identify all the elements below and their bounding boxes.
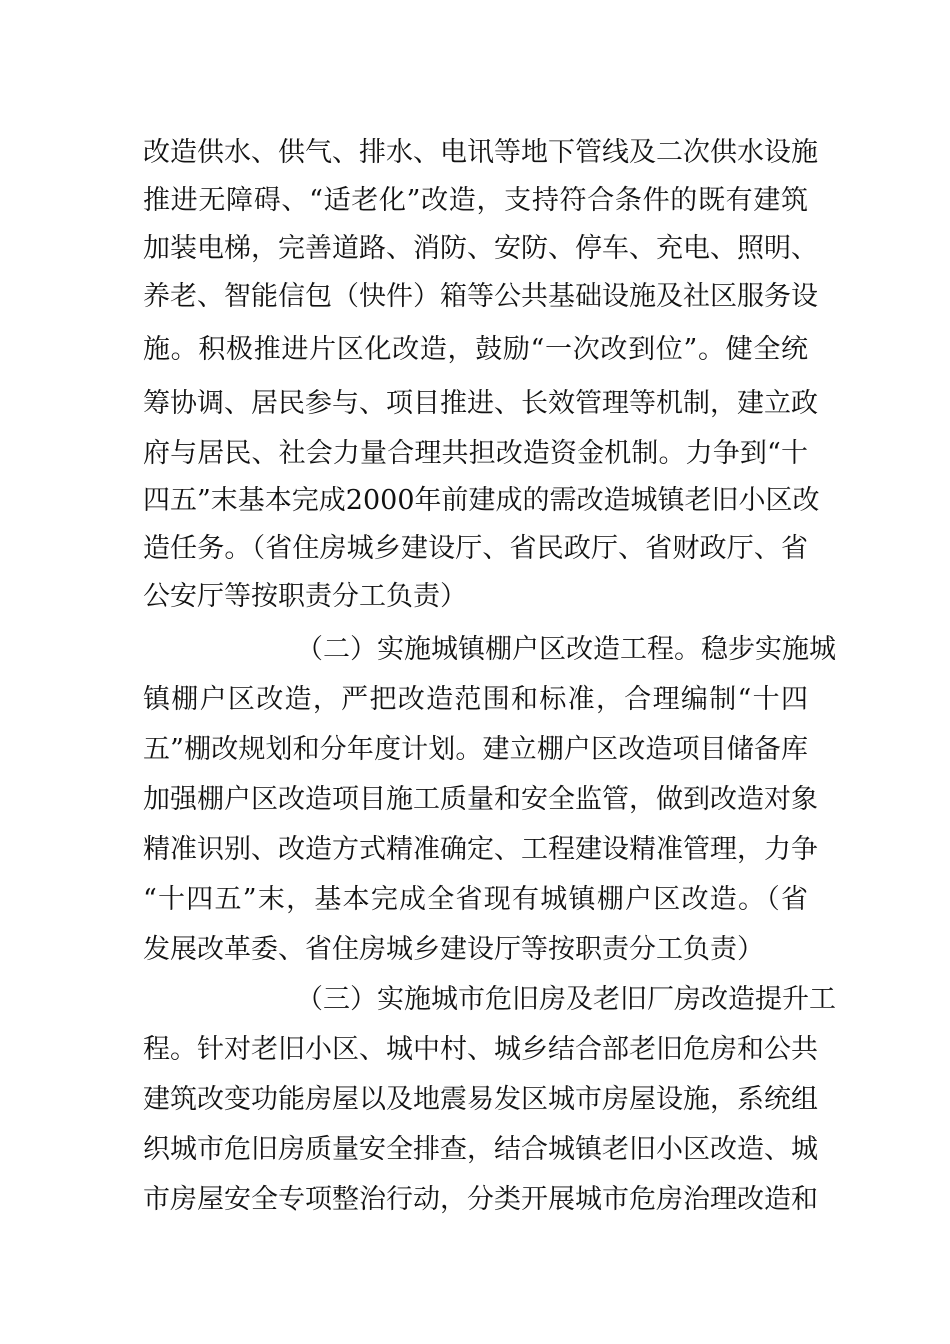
text-line: 建筑改变功能房屋以及地震易发区城市房屋设施，系统组 — [143, 1084, 818, 1115]
text-line: 推进无障碍、“适老化”改造，支持符合条件的既有建筑 — [143, 185, 808, 216]
text-line: 加装电梯，完善道路、消防、安防、停车、充电、照明、 — [143, 233, 818, 264]
text-line: 发展改革委、省住房城乡建设厅等按职责分工负责） — [143, 934, 764, 965]
section-heading-line: （二）实施城镇棚户区改造工程。稳步实施城 — [296, 634, 836, 665]
text-line: “十四五”末，基本完成全省现有城镇棚户区改造。（省 — [143, 884, 808, 915]
text-line: 施。积极推进片区化改造，鼓励“一次改到位”。健全统 — [143, 334, 808, 365]
text-line: 五”棚改规划和分年度计划。建立棚户区改造项目储备库 — [143, 734, 808, 765]
text-line: 四五”末基本完成2000年前建成的需改造城镇老旧小区改 — [143, 485, 820, 516]
text-line: 筹协调、居民参与、项目推进、长效管理等机制，建立政 — [143, 388, 818, 419]
text-line: 加强棚户区改造项目施工质量和安全监管，做到改造对象 — [143, 784, 818, 815]
text-line: 织城市危旧房质量安全排查，结合城镇老旧小区改造、城 — [143, 1134, 818, 1165]
text-line: 府与居民、社会力量合理共担改造资金机制。力争到“十 — [143, 438, 808, 469]
text-line: 市房屋安全专项整治行动，分类开展城市危房治理改造和 — [143, 1184, 818, 1215]
text-line: 精准识别、改造方式精准确定、工程建设精准管理，力争 — [143, 834, 818, 865]
section-heading-line: （三）实施城市危旧房及老旧厂房改造提升工 — [296, 984, 836, 1015]
text-line: 公安厅等按职责分工负责） — [143, 581, 467, 612]
text-line: 造任务。（省住房城乡建设厅、省民政厅、省财政厅、省 — [143, 533, 808, 564]
text-line: 程。针对老旧小区、城中村、城乡结合部老旧危房和公共 — [143, 1034, 818, 1065]
text-line: 镇棚户区改造，严把改造范围和标准，合理编制“十四 — [143, 684, 808, 715]
text-line: 改造供水、供气、排水、电讯等地下管线及二次供水设施 — [143, 137, 818, 168]
text-line: 养老、智能信包（快件）箱等公共基础设施及社区服务设 — [143, 281, 818, 312]
